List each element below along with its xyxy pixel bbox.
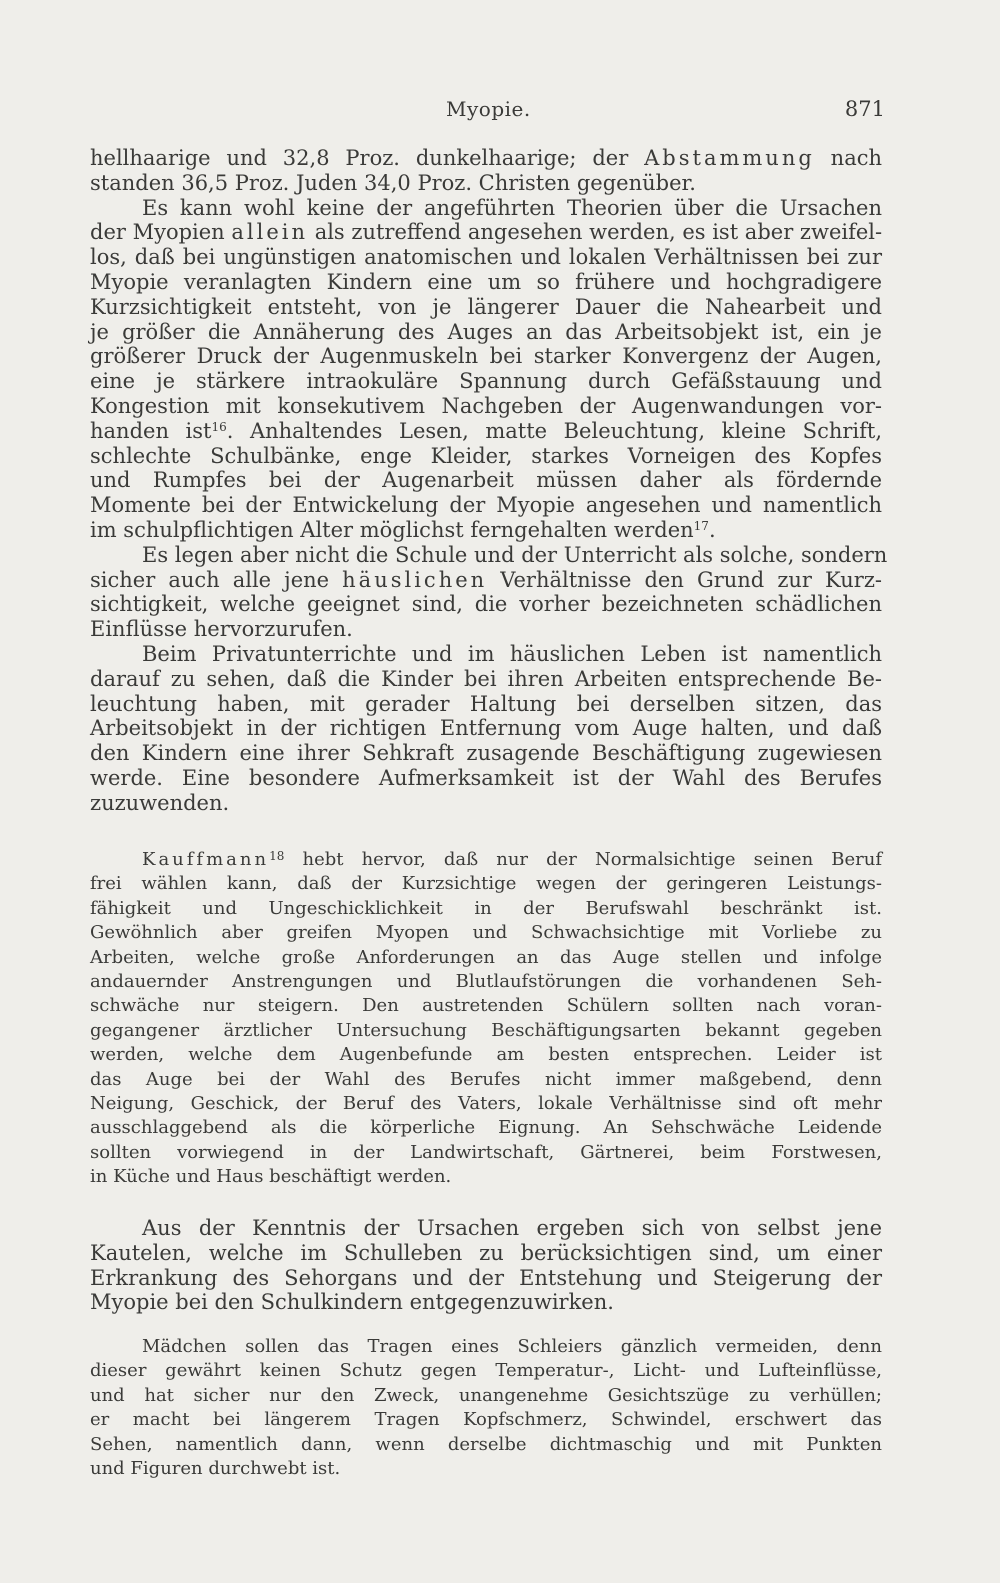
text-line: Myopie bei den Schulkindern entgegenzuwirken. [90,1290,614,1315]
text-line: er macht bei längerem Tragen Kopfschmerz, Schwindel, erschwert das [90,1409,882,1431]
text-line: den Kindern eine ihrer Sehkraft zusagende Beschäftigung zugewiesen [90,741,882,766]
text-line: frei wählen kann, daß der Kurzsichtige wegen der geringeren Leistungs- [90,873,882,895]
text-line: im schulpflichtigen Alter möglichst ferngehalten werden$^{17}$. [90,517,716,542]
text-line: los, daß bei ungünstigen anatomischen und lokalen Verhältnissen bei zur [90,245,882,270]
text-line: in Küche und Haus beschäftigt werden. [90,1166,452,1188]
text-line: größerer Druck der Augenmuskeln bei starker Konvergenz der Augen, [90,344,882,369]
text-line: Es kann wohl keine der angeführten Theorien über die Ursachen [142,195,882,220]
text-line: schwäche nur steigern. Den austretenden Schülern sollten nach voran- [90,995,882,1017]
text-line: Aus der Kenntnis der Ursachen ergeben sich von selbst jene [142,1216,882,1240]
text-line: schlechte Schulbänke, enge Kleider, starkes Vorneigen des Kopfes [90,443,882,468]
kautelen-section [90,1216,882,1315]
text-line: Momente bei der Entwickelung der Myopie angesehen und namentlich [90,493,882,518]
footnote-ref-18: 18 [269,849,285,863]
text-line: darauf zu sehen, daß die Kinder bei ihren Arbeiten entsprechende Be- [90,666,882,691]
main-text-section [90,146,888,816]
author-kauffmann: Kauffmann [142,849,270,870]
text-line: das Auge bei der Wahl des Berufes nicht immer maßgebend, denn [90,1068,882,1090]
schleier-section [90,1335,882,1481]
text-line: handen ist$^{16}$. Anhaltendes Lesen, matte Beleuchtung, kleine Schrift, [90,418,882,443]
text-line: Einflüsse hervorzurufen. [90,617,353,642]
text-line: Kautelen, welche im Schulleben zu berücksichtigen sind, um einer [90,1240,882,1265]
kauffmann-section [90,848,882,1189]
emphasis-allein: allein [231,220,309,245]
text-line: werde. Eine besondere Aufmerksamkeit ist der Wahl des Berufes [90,765,882,790]
text-line: Kurzsichtigkeit entsteht, von je längerer Dauer die Nahearbeit und [90,294,882,319]
text-line: sicher auch alle jene häuslichen Verhältnisse den Grund zur Kurz- [90,567,882,592]
text-line: und Rumpfes bei der Augenarbeit müssen daher als fördernde [90,468,882,493]
running-title: Myopie. [446,97,531,121]
text-line: ausschlaggebend als die körperliche Eignung. An Sehschwäche Leidende [90,1117,882,1139]
text-line: Neigung, Geschick, der Beruf des Vaters, lokale Verhältnisse sind oft mehr [90,1092,882,1114]
footnote-ref-17: 17 [693,518,709,533]
text-line: Mädchen sollen das Tragen eines Schleiers gänzlich vermeiden, denn [142,1336,882,1357]
text-line: Sehen, namentlich dann, wenn derselbe dichtmaschig und mit Punkten [90,1433,882,1455]
text-line: werden, welche dem Augenbefunde am besten entsprechen. Leider ist [90,1044,882,1066]
text-line: zuzuwenden. [90,790,230,815]
text-line: Erkrankung des Sehorgans und der Entstehung und Steigerung der [90,1265,882,1290]
text-line: Es legen aber nicht die Schule und der Unterricht als solche, sondern [142,542,888,567]
text-line: der Myopien allein als zutreffend angesehen werden, es ist aber zweifel- [90,220,883,245]
text-line: Myopie veranlagten Kindern eine um so frühere und hochgradigere [90,269,882,294]
emphasis-abstammung: Abstammung [644,146,815,170]
text-line: sichtigkeit, welche geeignet sind, die vorher bezeichneten schädlichen [90,592,882,617]
text-line: sollten vorwiegend in der Landwirtschaft, Gärtnerei, beim Forstwesen, [90,1141,882,1163]
footnote-ref-16: 16 [211,419,227,434]
text-line: Beim Privatunterrichte und im häuslichen Leben ist namentlich [142,641,882,666]
text-line: Gewöhnlich aber greifen Myopen und Schwachsichtige mit Vorliebe zu [90,922,882,944]
text-line: leuchtung haben, mit gerader Haltung bei derselben sitzen, das [90,691,882,716]
text-line: je größer die Annäherung des Auges an das Arbeitsobjekt ist, ein je [90,319,882,344]
text-line: hellhaarige und 32,8 Proz. dunkelhaarige; der Abstammung nach [90,146,882,170]
text-line: Kauffmann$^{18}$ hebt hervor, daß nur der Normalsichtige seinen Beruf [142,849,882,870]
text-line: und Figuren durchwebt ist. [90,1457,341,1479]
emphasis-haeuslichen: häuslichen [342,567,488,592]
text-line: standen 36,5 Proz. Juden 34,0 Proz. Christen gegenüber. [90,170,696,195]
text-line: und hat sicher nur den Zweck, unangenehme Gesichtszüge zu verhüllen; [90,1384,882,1406]
page-number: 871 [844,97,885,121]
text-line: gegangener ärztlicher Untersuchung Beschäftigungsarten bekannt gegeben [90,1019,882,1041]
text-line: andauernder Anstrengungen und Blutlaufstörungen die vorhandenen Seh- [90,970,882,992]
text-line: eine je stärkere intraokuläre Spannung durch Gefäßstauung und [90,369,882,394]
text-line: Arbeiten, welche große Anforderungen an das Auge stellen und infolge [90,946,882,968]
text-line: dieser gewährt keinen Schutz gegen Temperatur-, Licht- und Lufteinflüsse, [90,1360,882,1382]
text-line: Kongestion mit konsekutivem Nachgeben der Augenwandungen vor- [90,393,882,418]
text-line: Arbeitsobjekt in der richtigen Entfernung vom Auge halten, und daß [90,716,882,741]
text-line: fähigkeit und Ungeschicklichkeit in der Berufswahl beschränkt ist. [90,897,882,919]
